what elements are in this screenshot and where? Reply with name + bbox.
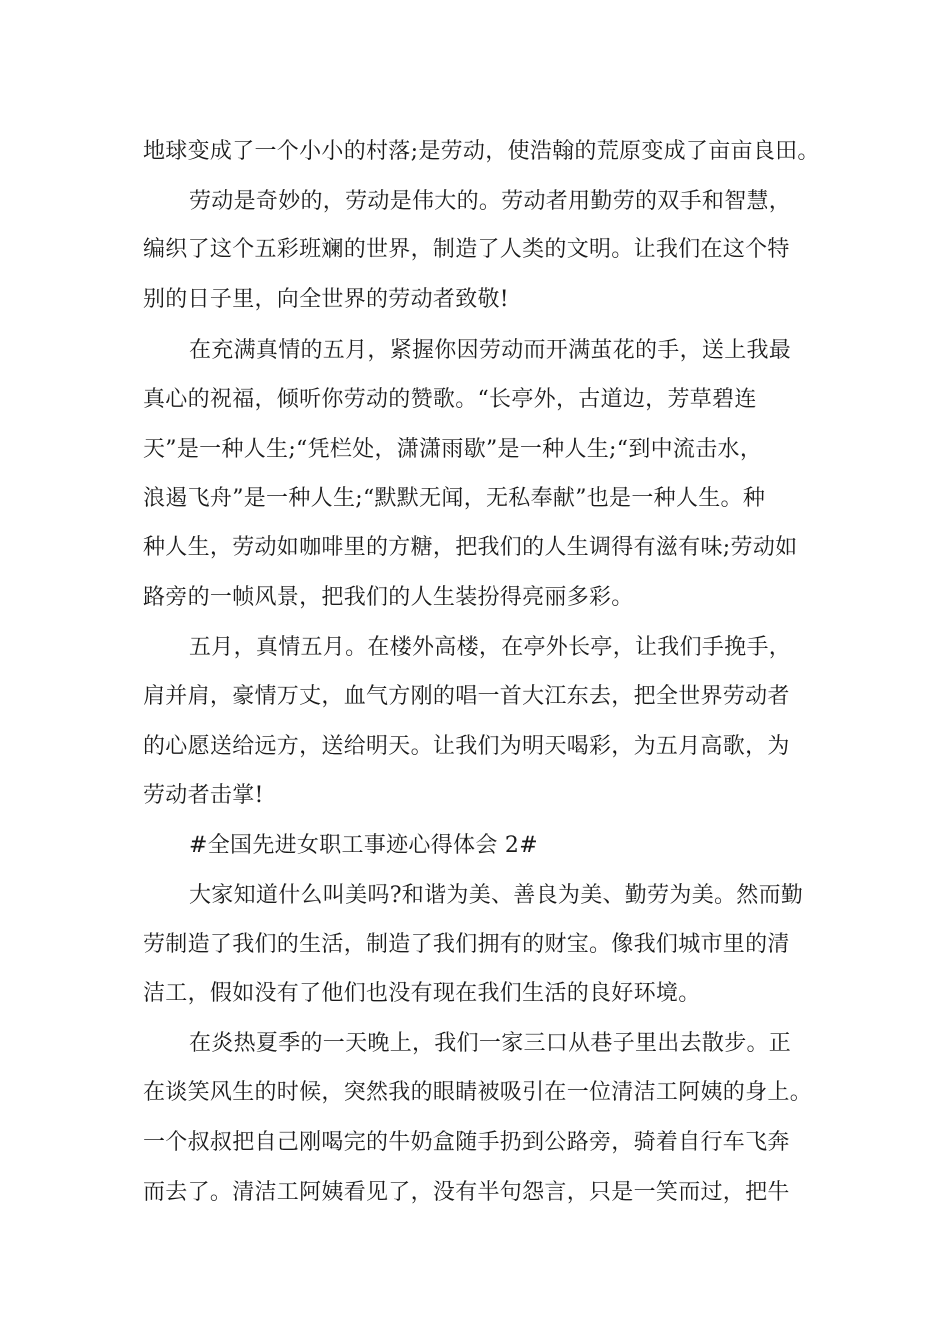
text-line: 别的日子里，向全世界的劳动者致敬! [143,287,509,312]
paragraph-first-line: 在充满真情的五月，紧握你因劳动而开满茧花的手，送上我最 [189,338,792,363]
text-line: 肩并肩，豪情万丈，血气方刚的唱一首大江东去，把全世界劳动者 [143,684,790,709]
text-line: 劳动者击掌! [143,783,264,808]
section-heading: #全国先进女职工事迹心得体会 2# [189,833,538,858]
text-line: 劳制造了我们的生活，制造了我们拥有的财宝。像我们城市里的清 [143,932,790,957]
text-line: 种人生，劳动如咖啡里的方糖，把我们的人生调得有滋有味;劳动如 [143,535,798,560]
paragraph-first-line: 劳动是奇妙的，劳动是伟大的。劳动者用勤劳的双手和智慧， [189,189,792,214]
text-line: 洁工，假如没有了他们也没有现在我们生活的良好环境。 [143,981,701,1006]
paragraph-first-line: 在炎热夏季的一天晚上，我们一家三口从巷子里出去散步。正 [189,1031,792,1056]
text-line: 真心的祝福，倾听你劳动的赞歌。“长亭外，古道边，芳草碧连 [143,387,757,412]
text-line: 地球变成了一个小小的村落;是劳动，使浩翰的荒原变成了亩亩良田。 [143,139,820,164]
paragraph-first-line: 五月，真情五月。在楼外高楼，在亭外长亭，让我们手挽手， [189,635,792,660]
text-line: 而去了。清洁工阿姨看见了，没有半句怨言，只是一笑而过，把牛 [143,1180,790,1205]
text-line: 一个叔叔把自己刚喝完的牛奶盒随手扔到公路旁，骑着自行车飞奔 [143,1130,790,1155]
text-line: 浪遏飞舟”是一种人生;“默默无闻，无私奉献”也是一种人生。种 [143,486,766,511]
text-line: 路旁的一帧风景，把我们的人生装扮得亮丽多彩。 [143,585,634,610]
paragraph-first-line: 大家知道什么叫美吗?和谐为美、善良为美、勤劳为美。然而勤 [189,883,804,908]
text-line: 编织了这个五彩班斓的世界，制造了人类的文明。让我们在这个特 [143,237,790,262]
text-line: 的心愿送给远方，送给明天。让我们为明天喝彩，为五月高歌，为 [143,734,790,759]
text-line: 在谈笑风生的时候，突然我的眼睛被吸引在一位清洁工阿姨的身上。 [143,1080,813,1105]
text-line: 天”是一种人生;“凭栏处，潇潇雨歇”是一种人生;“到中流击水， [143,437,763,462]
